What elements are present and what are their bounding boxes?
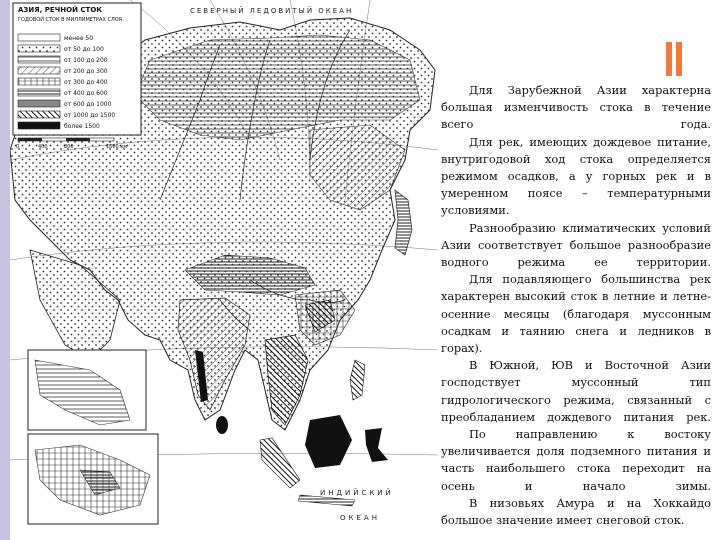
scale-label-1600: 1600 км — [106, 144, 128, 150]
map-graphic — [10, 0, 438, 540]
paragraph-5: В Южной, ЮВ и Восточной Азии господствует муссонный тип гидрологического режима, связанный с преобладанием дождевого питания рек. — [441, 358, 711, 424]
legend-item-7: от 600 до 1000 — [64, 101, 112, 108]
legend-item-3: от 100 до 200 — [64, 57, 108, 64]
accent-bar-right — [676, 42, 682, 76]
legend-item-4: от 200 до 300 — [64, 68, 108, 75]
scale-label-0: 0 — [16, 144, 20, 150]
map-legend — [13, 3, 141, 135]
scale-label-400: 400 — [38, 144, 48, 150]
sri-lanka — [216, 416, 228, 434]
india-zone — [178, 298, 250, 410]
accent-bar-left — [666, 42, 672, 76]
borneo — [305, 415, 352, 468]
paragraph-4: Для подавляющего большинства рек характерен высокий сток в летние и летне-осенние месяцы (благодаря муссонным осадкам и таянию снега и ледников в горах). — [441, 272, 711, 356]
legend-item-5: от 300 до 400 — [64, 79, 108, 86]
legend-item-2: от 50 до 100 — [64, 46, 104, 53]
legend-title-2: ГОДОВОЙ СТОК В МИЛЛИМЕТРАХ СЛОЯ — [18, 17, 123, 23]
philippines — [350, 360, 365, 400]
japan-islands — [395, 190, 412, 255]
scale-label-800: 800 — [64, 144, 74, 150]
asia-runoff-map — [10, 0, 438, 540]
sulawesi — [365, 428, 388, 462]
legend-item-9: более 1500 — [64, 123, 100, 130]
legend-item-1: менее 50 — [64, 35, 94, 42]
paragraph-1: Для Зарубежной Азии характерна большая изменчивость стока в течение всего года. — [441, 83, 711, 132]
ocean-south-label-1: ИНДИЙСКИЙ — [320, 489, 394, 497]
legend-item-6: от 400 до 600 — [64, 90, 108, 97]
paragraph-3: Разнообразию климатических условий Азии соответствует большое разнообразие водного режима ее территории. — [441, 220, 711, 270]
legend-title-1: АЗИЯ, РЕЧНОЙ СТОК — [18, 6, 102, 14]
sumatra — [260, 438, 300, 488]
ocean-north-label: СЕВЕРНЫЙ ЛЕДОВИТЫЙ ОКЕАН — [190, 7, 354, 15]
left-sidebar — [0, 0, 10, 540]
paragraph-6: По направлению к востоку увеличивается доля подземного питания и часть наибольшего стока переходит на осень и начало зимы. — [441, 427, 711, 493]
paragraph-7: В низовьях Амура и на Хоккайдо большое значение имеет снеговой сток. — [441, 495, 711, 528]
ocean-south-label-2: ОКЕАН — [340, 514, 380, 522]
article-text — [441, 82, 711, 529]
paragraph-2: Для рек, имеющих дождевое питание, внутригодовой ход стока определяется режимом осадков, а у горных рек и в умеренном поясе – температурными условиями. — [441, 134, 711, 218]
legend-item-8: от 1000 до 1500 — [64, 112, 116, 119]
